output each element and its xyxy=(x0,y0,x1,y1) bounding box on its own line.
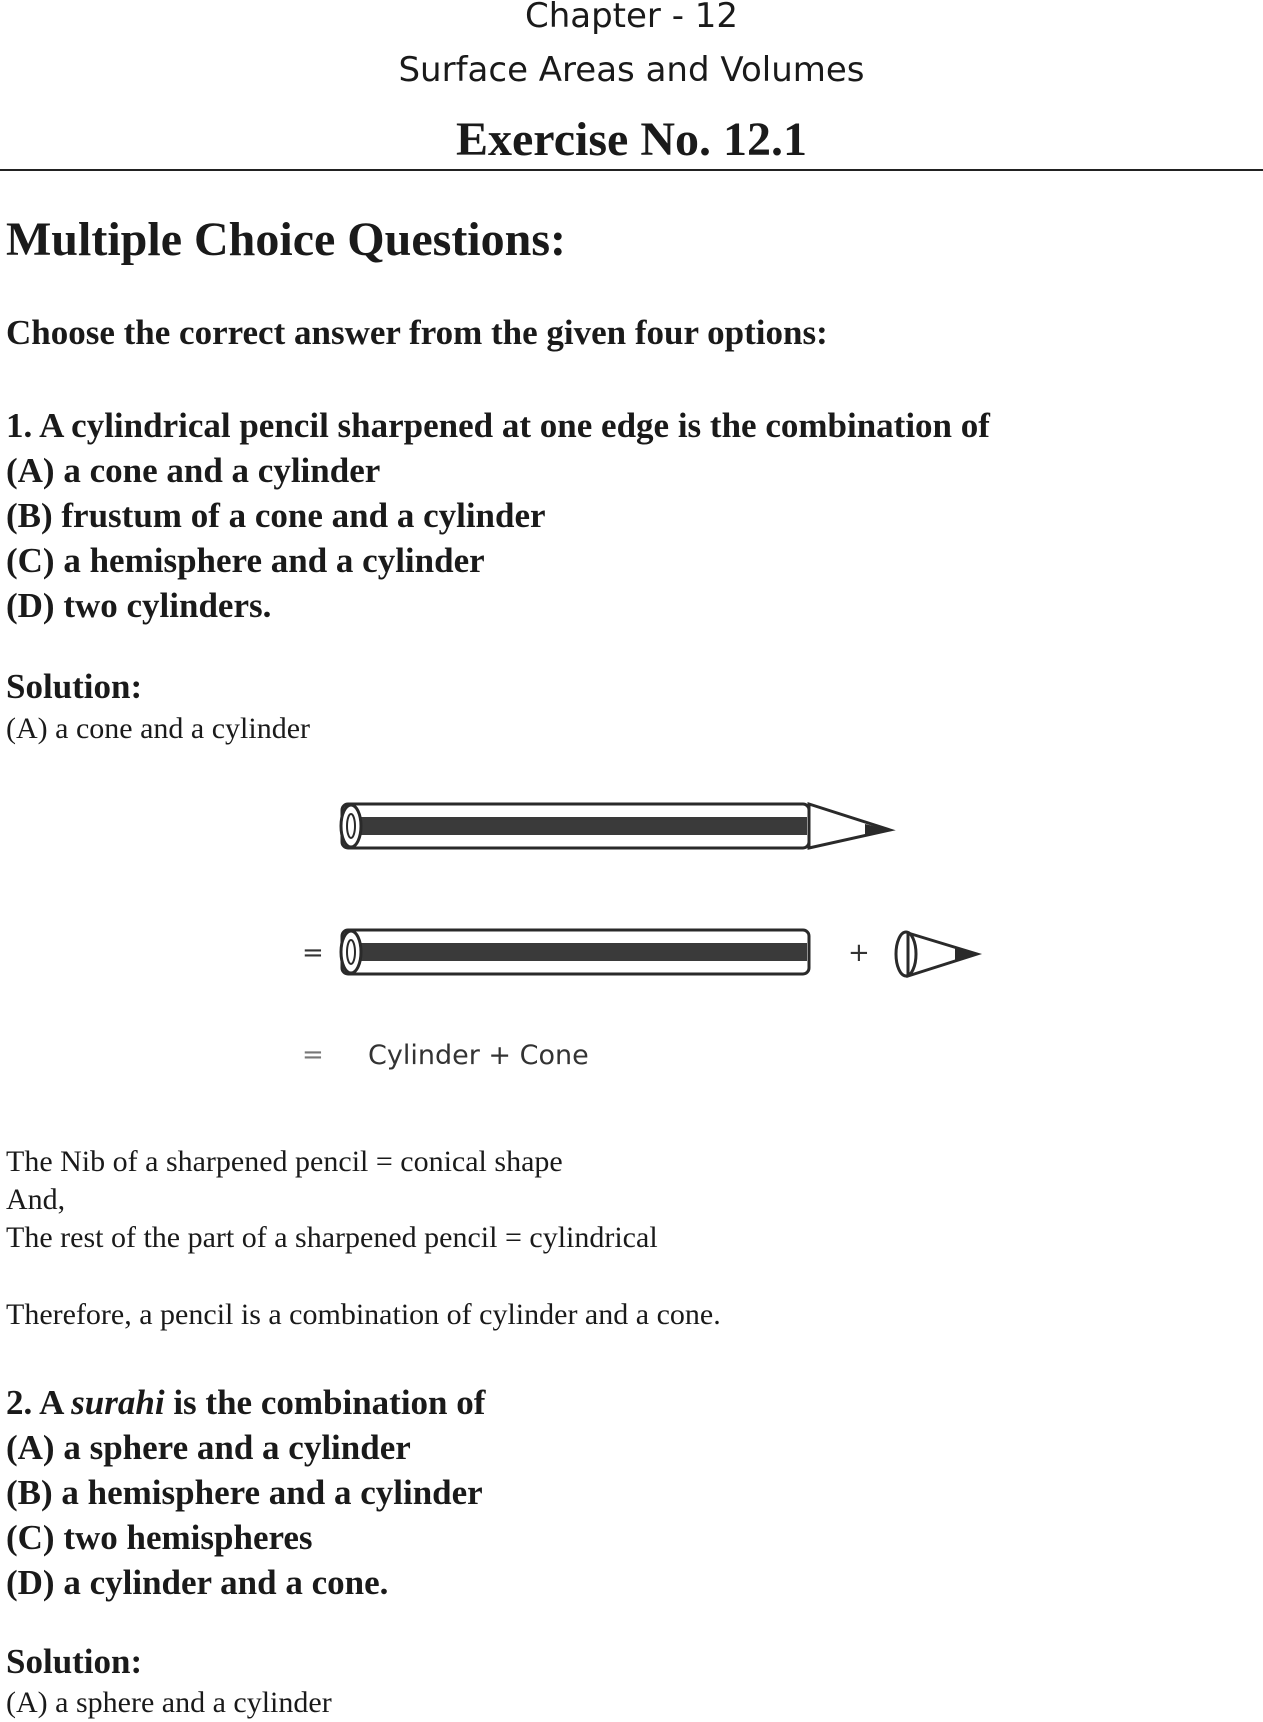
q1-option-a: (A) a cone and a cylinder xyxy=(6,451,381,490)
question-2-suffix: is the combination of xyxy=(164,1383,486,1422)
explanation-line-2: And, xyxy=(6,1183,66,1216)
plus-sign: + xyxy=(848,938,870,968)
chapter-title: Chapter - 12 xyxy=(524,0,739,36)
q1-solution-heading: Solution: xyxy=(6,667,143,706)
q1-option-c: (C) a hemisphere and a cylinder xyxy=(6,541,485,580)
figure-label: Cylinder + Cone xyxy=(368,1040,589,1071)
header-divider xyxy=(0,169,1263,171)
question-2 xyxy=(6,1380,485,1425)
question-2-prefix: 2. A xyxy=(6,1383,72,1422)
section-title: Multiple Choice Questions: xyxy=(6,213,566,266)
q2-option-a: (A) a sphere and a cylinder xyxy=(6,1428,411,1467)
cone-drawing xyxy=(896,932,977,976)
q1-option-b: (B) frustum of a cone and a cylinder xyxy=(6,496,546,535)
q1-option-d: (D) two cylinders. xyxy=(6,586,272,625)
q2-option-b: (B) a hemisphere and a cylinder xyxy=(6,1473,483,1512)
q2-option-c: (C) two hemispheres xyxy=(6,1518,313,1557)
q1-answer: (A) a cone and a cylinder xyxy=(6,712,311,745)
question-1: 1. A cylindrical pencil sharpened at one edge is the combination of xyxy=(6,406,990,445)
q2-answer: (A) a sphere and a cylinder xyxy=(6,1686,332,1719)
pencil-figure xyxy=(290,790,1010,990)
explanation-conclusion: Therefore, a pencil is a combination of cylinder and a cone. xyxy=(6,1298,721,1331)
q2-solution-heading: Solution: xyxy=(6,1642,143,1681)
cylinder-drawing xyxy=(341,930,809,974)
instruction: Choose the correct answer from the given four options: xyxy=(6,313,828,352)
equals-sign: = xyxy=(302,938,324,968)
q2-option-d: (D) a cylinder and a cone. xyxy=(6,1563,389,1602)
exercise-title: Exercise No. 12.1 xyxy=(455,113,808,166)
subject-title: Surface Areas and Volumes xyxy=(398,50,865,90)
explanation-line-3: The rest of the part of a sharpened pencil = cylindrical xyxy=(6,1221,658,1254)
sharpened-pencil-drawing xyxy=(341,804,890,848)
explanation-line-1: The Nib of a sharpened pencil = conical shape xyxy=(6,1145,563,1178)
equals-sign-2: = xyxy=(302,1040,324,1070)
question-2-italic-term: surahi xyxy=(71,1383,165,1422)
